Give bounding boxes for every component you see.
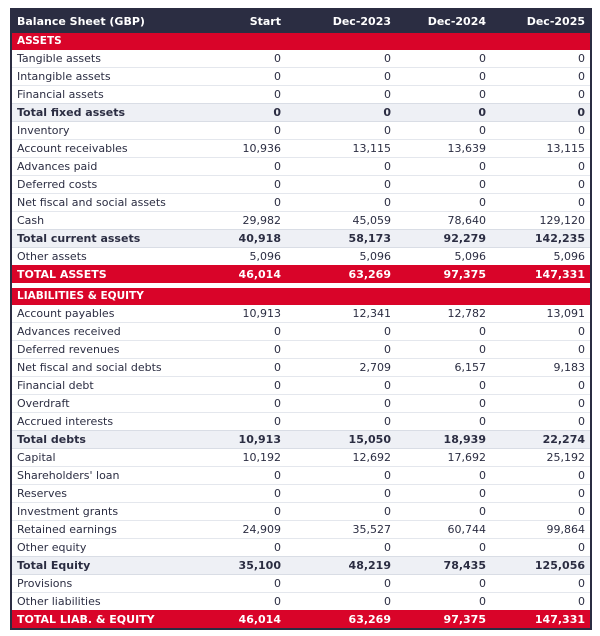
row-label: Retained earnings — [12, 521, 183, 539]
value-cell: 9,183 — [496, 359, 590, 377]
value-cell: 0 — [183, 176, 291, 194]
value-cell: 0 — [496, 50, 590, 68]
value-cell: 0 — [496, 122, 590, 140]
value-cell: 92,279 — [401, 230, 496, 248]
page-title: Balance Sheet (GBP) — [12, 10, 183, 33]
table-row — [12, 395, 590, 413]
value-cell: 0 — [183, 359, 291, 377]
column-header-dec2025: Dec-2025 — [496, 10, 590, 33]
value-cell: 0 — [291, 158, 401, 176]
value-cell: 0 — [401, 323, 496, 341]
value-cell: 0 — [291, 68, 401, 86]
value-cell: 0 — [401, 50, 496, 68]
value-cell: 0 — [183, 104, 291, 122]
table-row — [12, 122, 590, 140]
value-cell: 0 — [401, 575, 496, 593]
value-cell: 0 — [496, 485, 590, 503]
value-cell: 0 — [401, 503, 496, 521]
value-cell: 78,640 — [401, 212, 496, 230]
value-cell: 0 — [496, 341, 590, 359]
column-header-start: Start — [183, 10, 291, 33]
value-cell: 63,269 — [291, 610, 401, 628]
value-cell: 129,120 — [496, 212, 590, 230]
value-cell: 0 — [401, 593, 496, 611]
value-cell: 0 — [401, 467, 496, 485]
value-cell: 0 — [401, 176, 496, 194]
value-cell: 12,341 — [291, 305, 401, 323]
row-label: Net fiscal and social assets — [12, 194, 183, 212]
row-label: Reserves — [12, 485, 183, 503]
value-cell: 0 — [291, 194, 401, 212]
table-row — [12, 86, 590, 104]
value-cell: 0 — [183, 68, 291, 86]
value-cell: 0 — [401, 377, 496, 395]
value-cell: 142,235 — [496, 230, 590, 248]
value-cell: 0 — [496, 323, 590, 341]
liabilities-table — [12, 288, 590, 628]
row-label: TOTAL ASSETS — [12, 265, 183, 283]
value-cell: 5,096 — [496, 248, 590, 266]
value-cell: 0 — [291, 395, 401, 413]
table-row — [12, 140, 590, 158]
row-label: Other equity — [12, 539, 183, 557]
table-row — [12, 323, 590, 341]
row-label: Capital — [12, 449, 183, 467]
row-label: TOTAL LIAB. & EQUITY — [12, 610, 183, 628]
row-label: Account payables — [12, 305, 183, 323]
row-label: Financial debt — [12, 377, 183, 395]
table-row — [12, 449, 590, 467]
value-cell: 97,375 — [401, 265, 496, 283]
section-header-assets — [12, 33, 590, 50]
table-row — [12, 341, 590, 359]
table-row — [12, 539, 590, 557]
value-cell: 13,115 — [291, 140, 401, 158]
value-cell: 0 — [291, 377, 401, 395]
value-cell: 17,692 — [401, 449, 496, 467]
value-cell: 10,913 — [183, 305, 291, 323]
value-cell: 0 — [291, 593, 401, 611]
value-cell: 0 — [183, 593, 291, 611]
value-cell: 13,639 — [401, 140, 496, 158]
table-row — [12, 431, 590, 449]
value-cell: 0 — [401, 485, 496, 503]
table-row — [12, 230, 590, 248]
value-cell: 0 — [291, 413, 401, 431]
row-label: Investment grants — [12, 503, 183, 521]
table-row — [12, 485, 590, 503]
value-cell: 0 — [183, 86, 291, 104]
value-cell: 0 — [291, 467, 401, 485]
value-cell: 0 — [291, 539, 401, 557]
value-cell: 46,014 — [183, 610, 291, 628]
value-cell: 0 — [183, 377, 291, 395]
row-label: Total fixed assets — [12, 104, 183, 122]
row-label: Other assets — [12, 248, 183, 266]
value-cell: 10,192 — [183, 449, 291, 467]
value-cell: 0 — [183, 194, 291, 212]
value-cell: 0 — [291, 176, 401, 194]
table-row — [12, 557, 590, 575]
value-cell: 2,709 — [291, 359, 401, 377]
value-cell: 18,939 — [401, 431, 496, 449]
value-cell: 78,435 — [401, 557, 496, 575]
value-cell: 147,331 — [496, 610, 590, 628]
value-cell: 0 — [401, 413, 496, 431]
value-cell: 0 — [401, 158, 496, 176]
value-cell: 10,936 — [183, 140, 291, 158]
row-label: Tangible assets — [12, 50, 183, 68]
value-cell: 0 — [496, 68, 590, 86]
row-label: Provisions — [12, 575, 183, 593]
value-cell: 0 — [496, 467, 590, 485]
value-cell: 5,096 — [401, 248, 496, 266]
row-label: Shareholders' loan — [12, 467, 183, 485]
value-cell: 0 — [496, 539, 590, 557]
row-label: Financial assets — [12, 86, 183, 104]
value-cell: 0 — [496, 575, 590, 593]
value-cell: 0 — [496, 413, 590, 431]
value-cell: 60,744 — [401, 521, 496, 539]
row-label: Advances received — [12, 323, 183, 341]
value-cell: 0 — [291, 50, 401, 68]
value-cell: 0 — [183, 395, 291, 413]
table-row — [12, 413, 590, 431]
value-cell: 0 — [496, 86, 590, 104]
value-cell: 0 — [401, 194, 496, 212]
table-row — [12, 575, 590, 593]
value-cell: 147,331 — [496, 265, 590, 283]
value-cell: 5,096 — [291, 248, 401, 266]
value-cell: 0 — [183, 158, 291, 176]
table-row — [12, 521, 590, 539]
value-cell: 15,050 — [291, 431, 401, 449]
value-cell: 0 — [291, 485, 401, 503]
value-cell: 0 — [401, 539, 496, 557]
table-row — [12, 467, 590, 485]
row-label: Total Equity — [12, 557, 183, 575]
section-header-liabilities — [12, 288, 590, 305]
row-label: Total debts — [12, 431, 183, 449]
table-row — [12, 610, 590, 628]
table-row — [12, 359, 590, 377]
row-label: Overdraft — [12, 395, 183, 413]
table-row — [12, 265, 590, 283]
value-cell: 63,269 — [291, 265, 401, 283]
value-cell: 22,274 — [496, 431, 590, 449]
row-label: Deferred costs — [12, 176, 183, 194]
value-cell: 13,115 — [496, 140, 590, 158]
row-label: Cash — [12, 212, 183, 230]
value-cell: 10,913 — [183, 431, 291, 449]
table-row — [12, 377, 590, 395]
table-row — [12, 194, 590, 212]
table-row — [12, 176, 590, 194]
value-cell: 0 — [183, 575, 291, 593]
value-cell: 0 — [291, 575, 401, 593]
table-row — [12, 305, 590, 323]
value-cell: 0 — [496, 104, 590, 122]
value-cell: 0 — [291, 323, 401, 341]
value-cell: 5,096 — [183, 248, 291, 266]
value-cell: 0 — [183, 323, 291, 341]
row-label: Inventory — [12, 122, 183, 140]
value-cell: 0 — [401, 68, 496, 86]
value-cell: 25,192 — [496, 449, 590, 467]
value-cell: 12,692 — [291, 449, 401, 467]
value-cell: 0 — [291, 86, 401, 104]
value-cell: 0 — [496, 158, 590, 176]
value-cell: 0 — [291, 122, 401, 140]
table-header-row — [12, 10, 590, 33]
value-cell: 58,173 — [291, 230, 401, 248]
value-cell: 0 — [291, 104, 401, 122]
value-cell: 48,219 — [291, 557, 401, 575]
value-cell: 125,056 — [496, 557, 590, 575]
value-cell: 0 — [183, 50, 291, 68]
value-cell: 6,157 — [401, 359, 496, 377]
value-cell: 0 — [496, 194, 590, 212]
column-header-dec2023: Dec-2023 — [291, 10, 401, 33]
value-cell: 24,909 — [183, 521, 291, 539]
table-row — [12, 68, 590, 86]
value-cell: 35,527 — [291, 521, 401, 539]
value-cell: 0 — [183, 539, 291, 557]
row-label: Deferred revenues — [12, 341, 183, 359]
value-cell: 0 — [183, 413, 291, 431]
table-row — [12, 593, 590, 611]
value-cell: 29,982 — [183, 212, 291, 230]
row-label: Total current assets — [12, 230, 183, 248]
value-cell: 0 — [401, 395, 496, 413]
value-cell: 0 — [183, 485, 291, 503]
value-cell: 0 — [496, 377, 590, 395]
value-cell: 45,059 — [291, 212, 401, 230]
value-cell: 97,375 — [401, 610, 496, 628]
row-label: Account receivables — [12, 140, 183, 158]
value-cell: 0 — [183, 122, 291, 140]
value-cell: 0 — [496, 176, 590, 194]
row-label: Other liabilities — [12, 593, 183, 611]
row-label: Intangible assets — [12, 68, 183, 86]
value-cell: 12,782 — [401, 305, 496, 323]
table-row — [12, 50, 590, 68]
value-cell: 99,864 — [496, 521, 590, 539]
assets-table — [12, 10, 590, 283]
value-cell: 0 — [401, 86, 496, 104]
value-cell: 0 — [291, 341, 401, 359]
table-row — [12, 212, 590, 230]
value-cell: 40,918 — [183, 230, 291, 248]
value-cell: 0 — [496, 593, 590, 611]
row-label: Advances paid — [12, 158, 183, 176]
value-cell: 0 — [401, 341, 496, 359]
value-cell: 0 — [496, 503, 590, 521]
value-cell: 0 — [496, 395, 590, 413]
value-cell: 0 — [401, 104, 496, 122]
value-cell: 0 — [401, 122, 496, 140]
value-cell: 0 — [291, 503, 401, 521]
value-cell: 0 — [183, 467, 291, 485]
value-cell: 0 — [183, 503, 291, 521]
section-title: ASSETS — [12, 33, 590, 50]
balance-sheet-table — [10, 8, 592, 630]
table-row — [12, 248, 590, 266]
row-label: Net fiscal and social debts — [12, 359, 183, 377]
section-title: LIABILITIES & EQUITY — [12, 288, 590, 305]
row-label: Accrued interests — [12, 413, 183, 431]
value-cell: 35,100 — [183, 557, 291, 575]
value-cell: 0 — [183, 341, 291, 359]
value-cell: 46,014 — [183, 265, 291, 283]
table-row — [12, 104, 590, 122]
column-header-dec2024: Dec-2024 — [401, 10, 496, 33]
value-cell: 13,091 — [496, 305, 590, 323]
table-row — [12, 158, 590, 176]
table-row — [12, 503, 590, 521]
